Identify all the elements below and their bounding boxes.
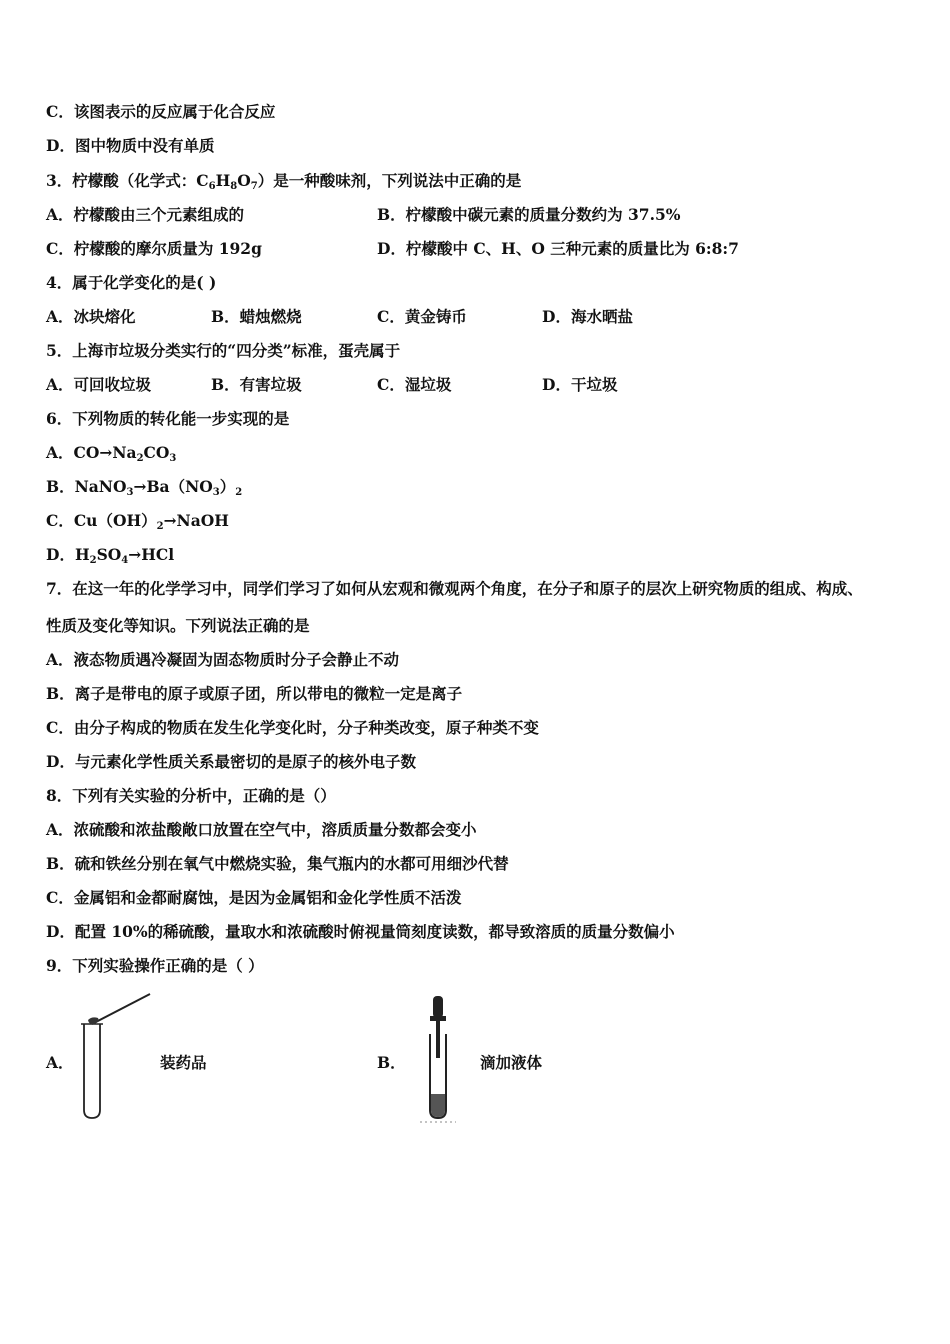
q3-option-a: A．柠檬酸由三个元素组成的 — [46, 205, 245, 224]
q4-option-a: A．冰块熔化 — [46, 307, 136, 326]
q6-option-d: D．$H_2SO_4\to HCl$ — [46, 545, 175, 566]
q8-option-c: C．金属铝和金都耐腐蚀，是因为金属铝和金化学性质不活泼 — [46, 888, 462, 907]
q6-option-c: C．$Cu(OH)_2\to NaOH$ — [46, 511, 229, 532]
q6-stem: 6．下列物质的转化能一步实现的是 — [46, 409, 290, 428]
q7-option-c: C．由分子构成的物质在发生化学变化时，分子种类改变，原子种类不变 — [46, 718, 539, 737]
q6-option-b: B．$NaNO_3\to Ba(NO_3)_2$ — [46, 477, 243, 498]
q5-stem: 5．上海市垃圾分类实行的“四分类”标准，蛋壳属于 — [46, 341, 401, 360]
q7-option-a: A．液态物质遇冷凝固为固态物质时分子会静止不动 — [46, 650, 400, 669]
dropper-test-tube-figure — [412, 994, 472, 1126]
q5-option-b: B．有害垃圾 — [211, 375, 302, 394]
q9-stem: 9．下列实验操作正确的是（ ） — [46, 956, 264, 975]
q7-stem-line2: 性质及变化等知识。下列说法正确的是 — [46, 616, 310, 635]
q9-option-a-label: A． — [46, 1053, 74, 1072]
q3-option-c: C．柠檬酸的摩尔质量为 192g — [46, 239, 262, 258]
test-tube-loading-figure — [78, 990, 158, 1122]
q5-option-d: D．干垃圾 — [542, 375, 618, 394]
q7-stem-line1: 7．在这一年的化学学习中，同学们学习了如何从宏观和微观两个角度，在分子和原子的层次上研究物质的组成、构成、 — [46, 579, 863, 598]
q8-option-b: B．硫和铁丝分别在氧气中燃烧实验，集气瓶内的水都可用细沙代替 — [46, 854, 509, 873]
q7-option-b: B．离子是带电的原子或原子团，所以带电的微粒一定是离子 — [46, 684, 463, 703]
q3-option-b: B．柠檬酸中碳元素的质量分数约为 37.5% — [377, 205, 681, 224]
q8-stem: 8．下列有关实验的分析中，正确的是（） — [46, 786, 336, 805]
q3-stem: 3．柠檬酸（化学式：$C_6H_8O_7$）是一种酸味剂，下列说法中正确的是 — [46, 171, 522, 192]
q9-option-b-label: B． — [377, 1053, 406, 1072]
q4-option-d: D．海水晒盐 — [542, 307, 633, 326]
q6-option-a: A．$CO\to Na_2CO_3$ — [46, 443, 177, 464]
q4-option-c: C．黄金铸币 — [377, 307, 467, 326]
q3-option-d: D．柠檬酸中 C、H、O 三种元素的质量比为 6:8:7 — [377, 239, 739, 258]
q4-stem: 4．属于化学变化的是( ) — [46, 273, 217, 292]
q9-option-a-caption: 装药品 — [160, 1053, 207, 1072]
q5-option-a: A．可回收垃圾 — [46, 375, 152, 394]
q8-option-a: A．浓硫酸和浓盐酸敞口放置在空气中，溶质质量分数都会变小 — [46, 820, 477, 839]
q2-option-c: C．该图表示的反应属于化合反应 — [46, 102, 276, 121]
q8-option-d: D．配置 10%的稀硫酸，量取水和浓硫酸时俯视量筒刻度读数，都导致溶质的质量分数偏小 — [46, 922, 675, 941]
q4-option-b: B．蜡烛燃烧 — [211, 307, 302, 326]
q2-option-d: D．图中物质中没有单质 — [46, 136, 215, 155]
q7-option-d: D．与元素化学性质关系最密切的是原子的核外电子数 — [46, 752, 416, 771]
q5-option-c: C．湿垃圾 — [377, 375, 452, 394]
q9-option-b-caption: 滴加液体 — [480, 1053, 543, 1072]
